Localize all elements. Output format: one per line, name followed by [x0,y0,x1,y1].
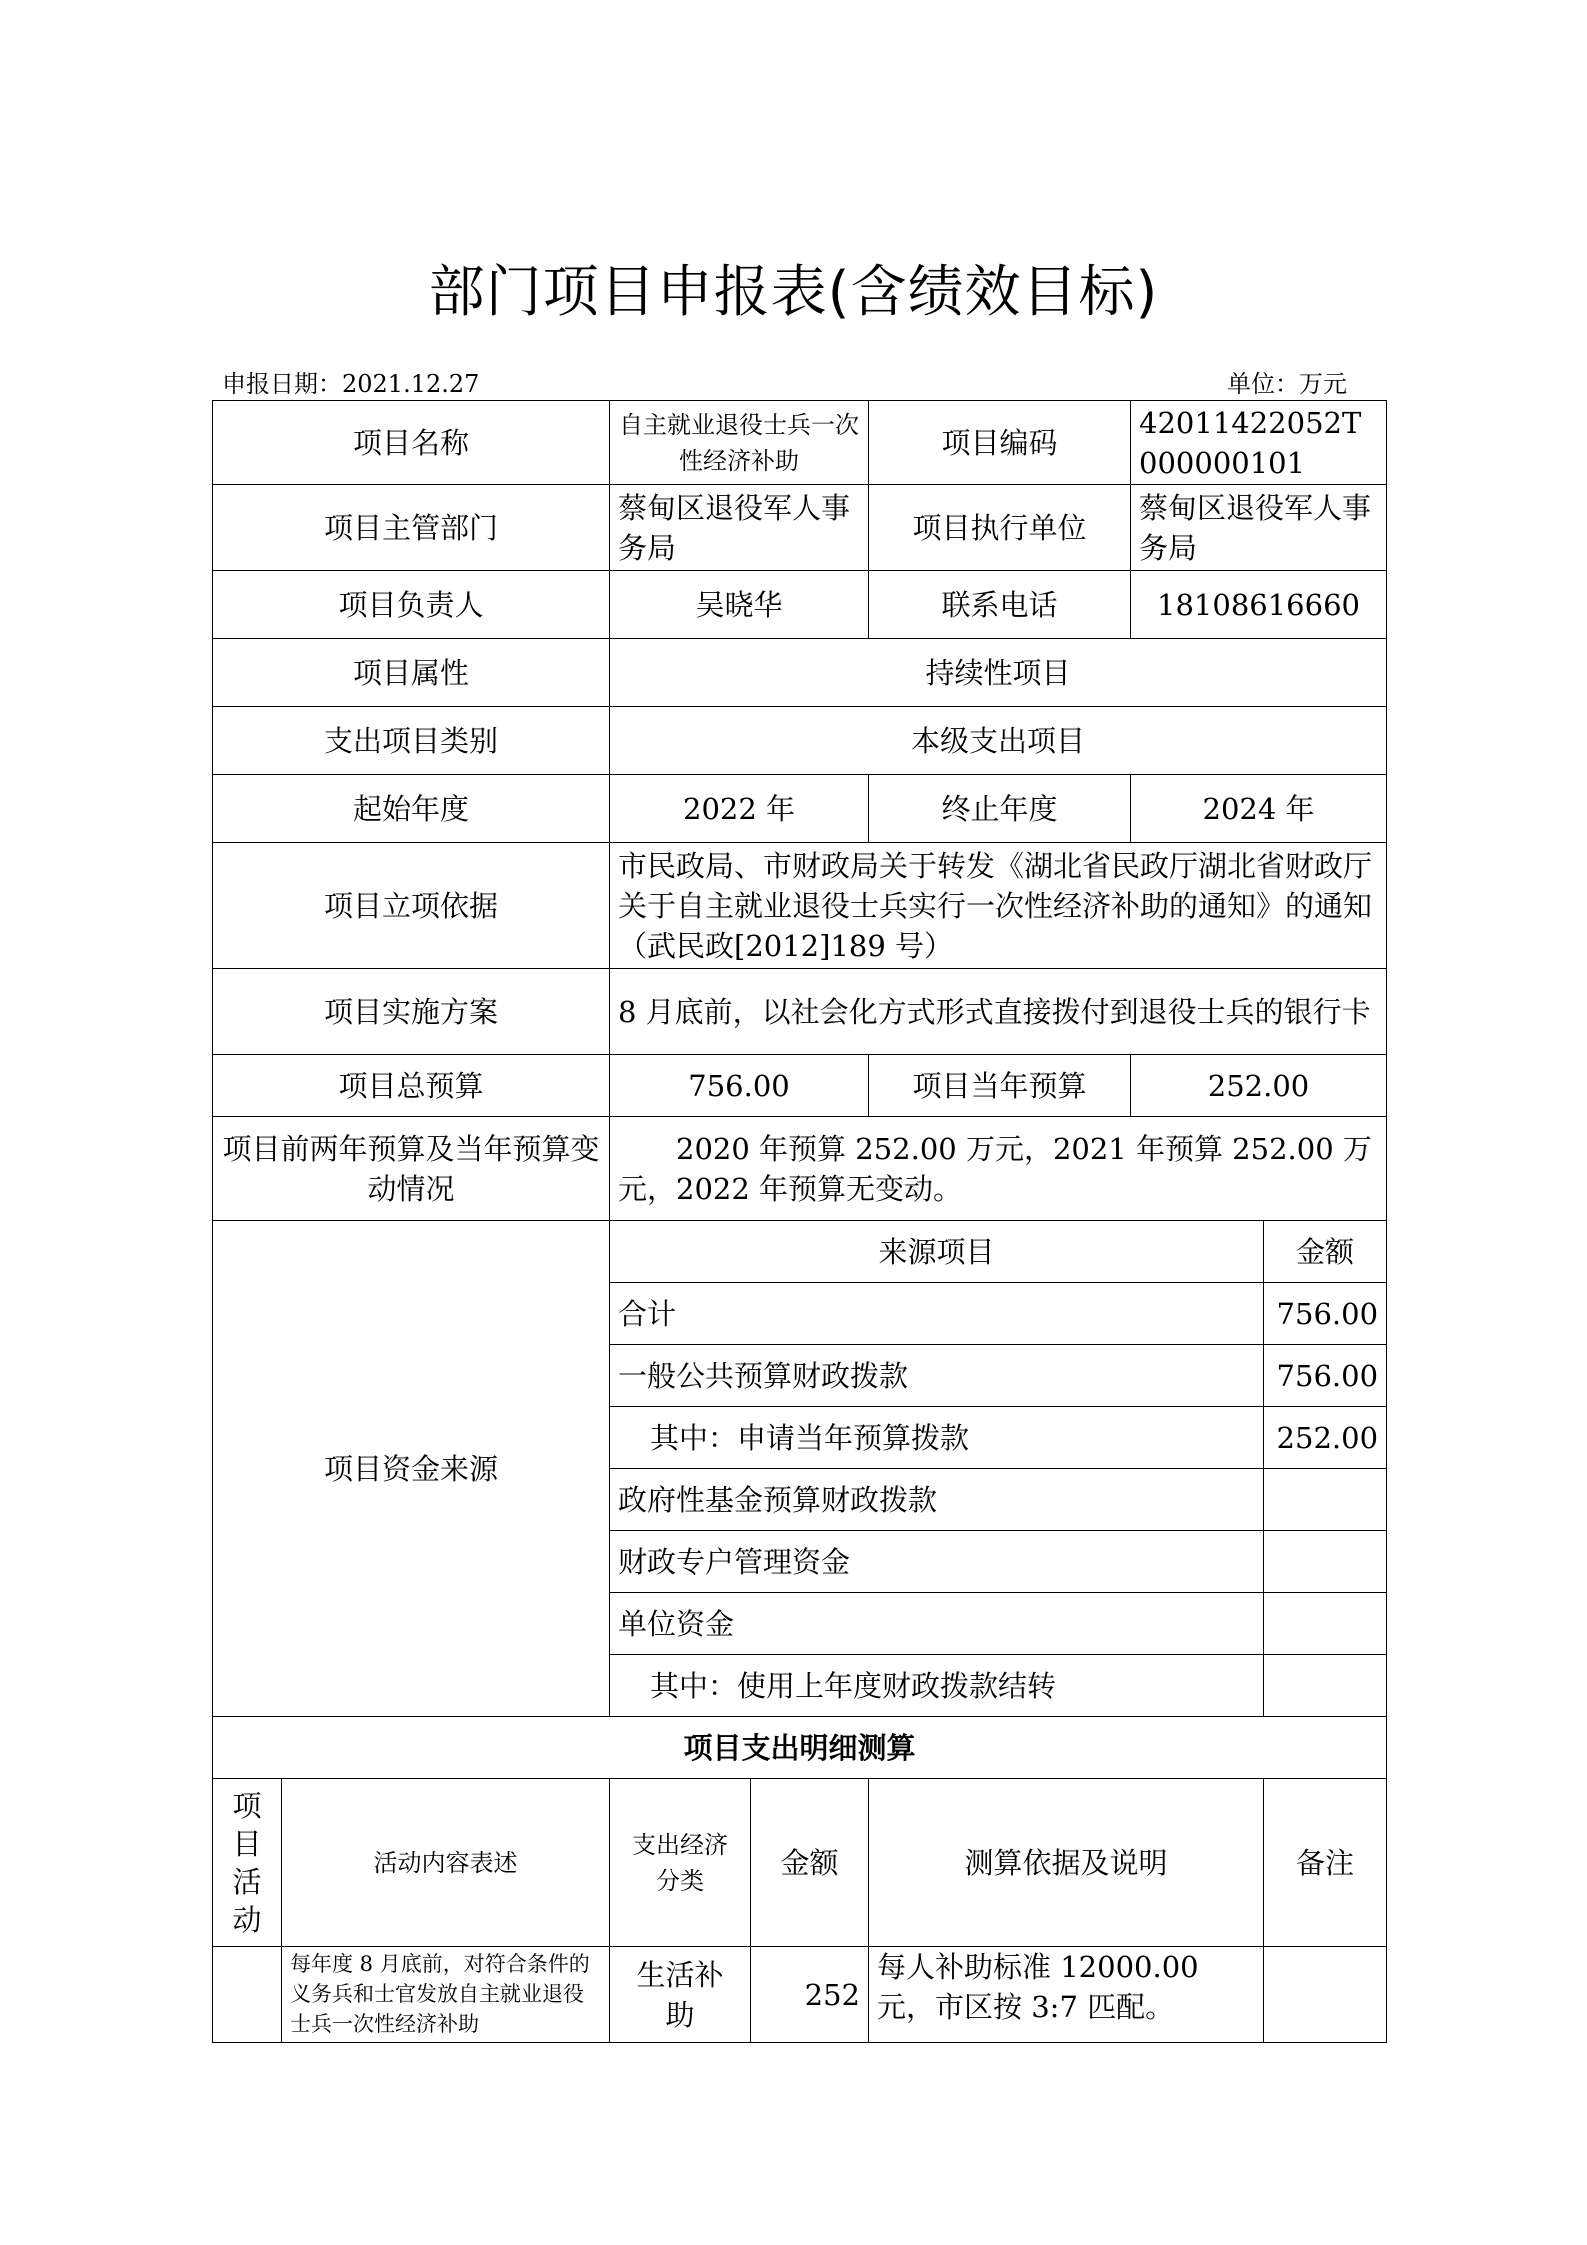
total-budget-label: 项目总预算 [213,1055,610,1117]
row-attribute [213,639,1387,707]
project-form-table [212,400,1387,2043]
funding-source-name: 政府性基金预算财政拨款 [610,1469,1264,1531]
funding-source-name: 一般公共预算财政拨款 [610,1345,1264,1407]
row-basis [213,843,1387,969]
plan-value: 8 月底前，以社会化方式形式直接拨付到退役士兵的银行卡 [610,969,1387,1055]
project-code-label: 项目编码 [869,401,1131,485]
basis-value: 市民政局、市财政局关于转发《湖北省民政厅湖北省财政厅关于自主就业退役士兵实行一次性经济补助的通知》的通知（武民政[2012]189 号） [610,843,1387,969]
funding-header-source: 来源项目 [610,1221,1264,1283]
funding-amount [1264,1531,1387,1593]
funding-source-name: 其中：申请当年预算拨款 [610,1407,1264,1469]
phone-label: 联系电话 [869,571,1131,639]
row-budget [213,1055,1387,1117]
funding-header-row [213,1221,1387,1283]
attribute-label: 项目属性 [213,639,610,707]
executor-label: 项目执行单位 [869,485,1131,571]
row-plan [213,969,1387,1055]
row-budget-change [213,1117,1387,1221]
funding-amount [1264,1655,1387,1717]
detail-econ: 生活补助 [610,1947,751,2043]
detail-content: 每年度 8 月底前，对符合条件的义务兵和士官发放自主就业退役士兵一次性经济补助 [282,1947,610,2043]
funding-label: 项目资金来源 [213,1221,610,1717]
funding-source-name: 财政专户管理资金 [610,1531,1264,1593]
detail-amount: 252 [751,1947,869,2043]
detail-header-row [213,1779,1387,1947]
executor-value: 蔡甸区退役军人事务局 [1131,485,1387,571]
report-date: 申报日期：2021.12.27 [222,370,480,398]
current-budget-label: 项目当年预算 [869,1055,1131,1117]
total-budget-value: 756.00 [610,1055,869,1117]
funding-source-name: 合计 [610,1283,1264,1345]
department-value: 蔡甸区退役军人事务局 [610,485,869,571]
basis-label: 项目立项依据 [213,843,610,969]
category-value: 本级支出项目 [610,707,1387,775]
page-title: 部门项目申报表(含绩效目标) [428,260,1159,325]
funding-source-name: 单位资金 [610,1593,1264,1655]
department-label: 项目主管部门 [213,485,610,571]
phone-value: 18108616660 [1131,571,1387,639]
funding-amount: 756.00 [1264,1345,1387,1407]
detail-section-title: 项目支出明细测算 [213,1717,1387,1779]
detail-header-basis: 测算依据及说明 [869,1779,1264,1947]
row-project-name [213,401,1387,485]
project-name-label: 项目名称 [213,401,610,485]
row-years [213,775,1387,843]
budget-change-value: 2020 年预算 252.00 万元，2021 年预算 252.00 万元，2022 年预算无变动。 [610,1117,1387,1221]
start-year-value: 2022 年 [610,775,869,843]
detail-activity [213,1947,282,2043]
attribute-value: 持续性项目 [610,639,1387,707]
detail-remark [1264,1947,1387,2043]
category-label: 支出项目类别 [213,707,610,775]
detail-header-content: 活动内容表述 [282,1779,610,1947]
end-year-value: 2024 年 [1131,775,1387,843]
budget-change-label: 项目前两年预算及当年预算变动情况 [213,1117,610,1221]
funding-amount: 252.00 [1264,1407,1387,1469]
row-owner [213,571,1387,639]
detail-header-amount: 金额 [751,1779,869,1947]
funding-amount [1264,1469,1387,1531]
current-budget-value: 252.00 [1131,1055,1387,1117]
end-year-label: 终止年度 [869,775,1131,843]
detail-header-econ: 支出经济分类 [610,1779,751,1947]
project-code-value: 42011422052T000000101 [1131,401,1387,485]
unit-label: 单位：万元 [1227,370,1347,398]
project-name-value: 自主就业退役士兵一次性经济补助 [610,401,869,485]
row-department [213,485,1387,571]
row-category [213,707,1387,775]
detail-header-remark: 备注 [1264,1779,1387,1947]
start-year-label: 起始年度 [213,775,610,843]
plan-label: 项目实施方案 [213,969,610,1055]
funding-source-name: 其中：使用上年度财政拨款结转 [610,1655,1264,1717]
owner-label: 项目负责人 [213,571,610,639]
owner-value: 吴晓华 [610,571,869,639]
detail-row [213,1947,1387,2043]
funding-header-amount: 金额 [1264,1221,1387,1283]
detail-basis: 每人补助标准 12000.00 元，市区按 3:7 匹配。 [869,1947,1264,2043]
funding-amount [1264,1593,1387,1655]
detail-header-activity: 项目活动 [213,1779,282,1947]
detail-section-row [213,1717,1387,1779]
funding-amount: 756.00 [1264,1283,1387,1345]
